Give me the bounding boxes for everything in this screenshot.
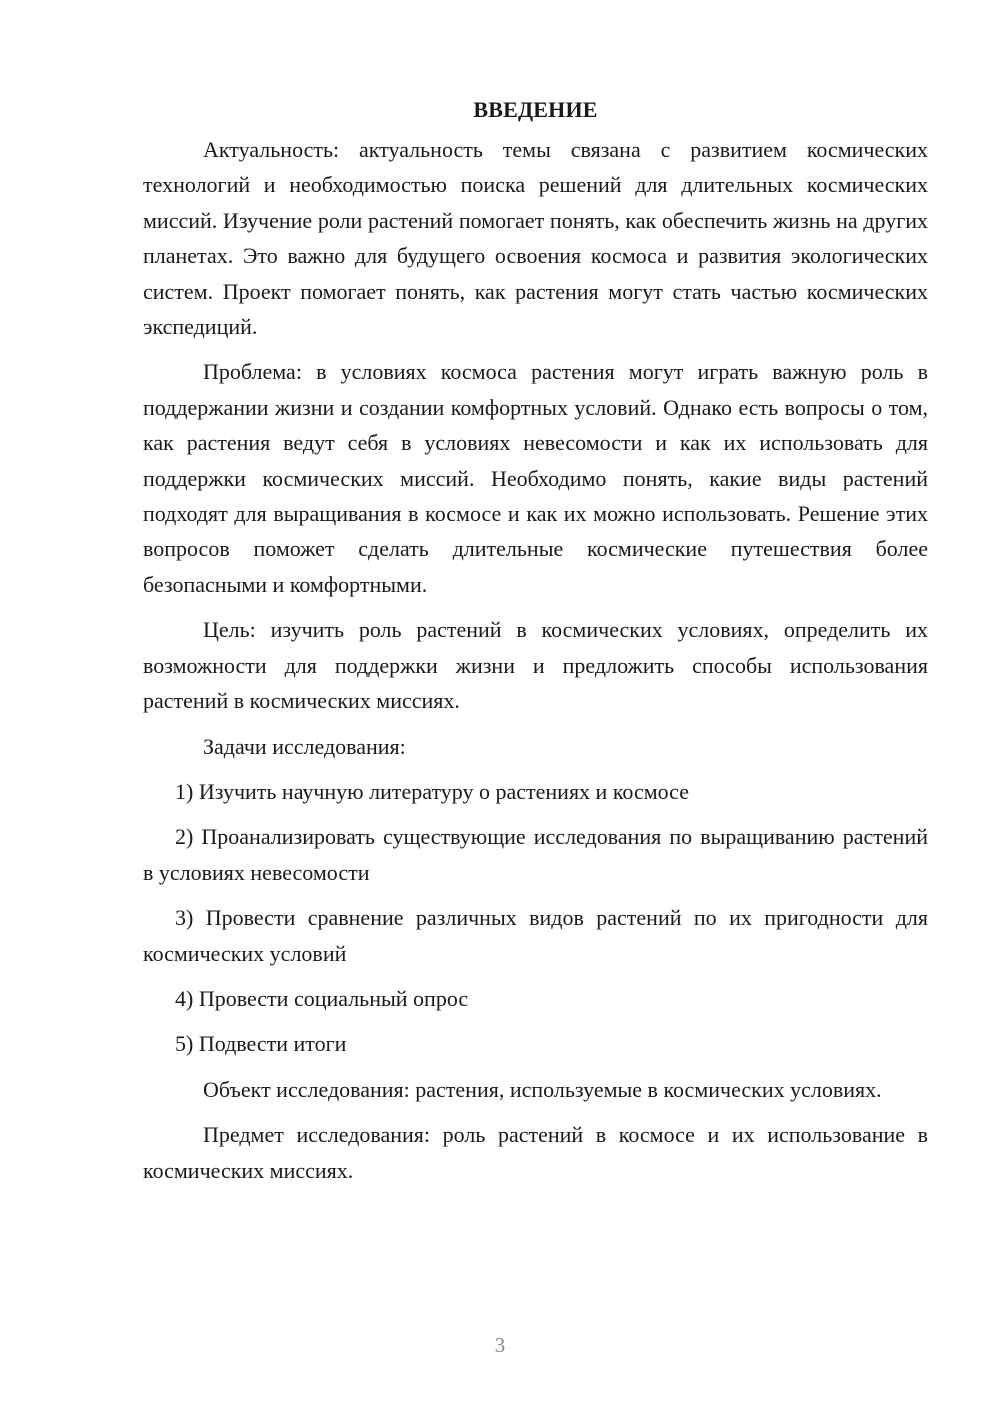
research-object-paragraph: Объект исследования: растения, используемые в космических условиях. (203, 1076, 882, 1102)
relevance-paragraph: Актуальность: актуальность темы связана с развитием космических технологий и необходимостью поиска решений для длительных космических миссий. Изучение роли растений помогает понять, как обеспечить жизнь на других планетах. Это важно для будущего освоения космоса и развития экологических систем. Проект помогает понять, как растения могут стать частью космических экспедиций. (143, 137, 928, 340)
document-page (143, 92, 928, 1198)
research-subject-paragraph: Предмет исследования: роль растений в космосе и их использование в космических миссиях. (143, 1122, 928, 1183)
goal-paragraph: Цель: изучить роль растений в космических условиях, определить их возможности для поддержки жизни и предложить способы использования растений в космических миссиях. (143, 617, 928, 714)
task-item-3: 3) Провести сравнение различных видов растений по их пригодности для космических условий (143, 905, 928, 966)
task-item-5: 5) Подвести итоги (175, 1031, 347, 1057)
tasks-heading: Задачи исследования: (203, 733, 406, 759)
section-title: ВВЕДЕНИЕ (473, 97, 598, 122)
task-item-1: 1) Изучить научную литературу о растениях и космосе (175, 778, 689, 804)
task-item-4: 4) Провести социальный опрос (175, 985, 469, 1011)
problem-paragraph: Проблема: в условиях космоса растения могут играть важную роль в поддержании жизни и создании комфортных условий. Однако есть вопросы о том, как растения ведут себя в условиях невесомости и как их использовать для поддержки космических миссий. Необходимо понять, какие виды растений подходят для выращивания в космосе и как их можно использовать. Решение этих вопросов поможет сделать длительные космические путешествия более безопасными и комфортными. (143, 359, 928, 597)
page-number: 3 (494, 1333, 506, 1357)
task-item-2: 2) Проанализировать существующие исследования по выращиванию растений в условиях невесомости (143, 824, 928, 885)
